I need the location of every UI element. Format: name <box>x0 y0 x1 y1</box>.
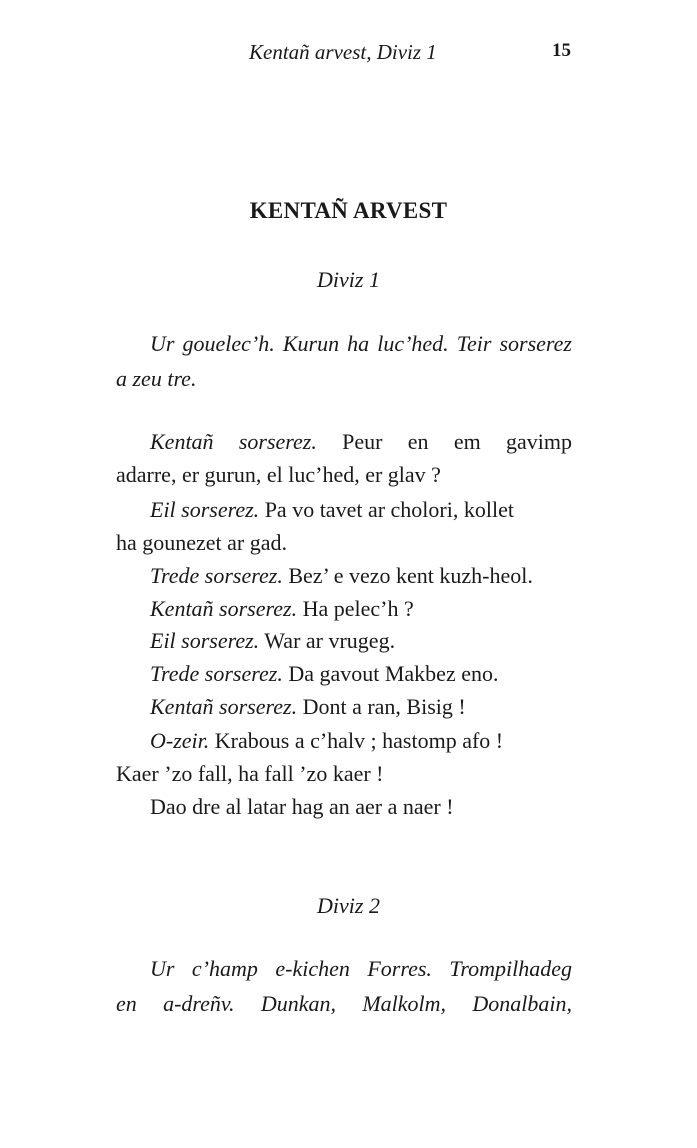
speaker-name: Kentañ sorserez. <box>150 694 298 719</box>
speech-all-witches <box>150 728 503 754</box>
speaker-name: Trede sorserez. <box>150 661 283 686</box>
speech-line: Peur en em gavimp <box>342 429 573 454</box>
scene-1-heading: Diviz 1 <box>317 267 380 292</box>
speech-line: Krabous a c’halv ; hastomp afo ! <box>214 728 504 753</box>
speech-first-witch <box>150 694 466 720</box>
stage-direction-line: Ur c’hamp e-kichen Forres. Trompilhadeg <box>150 956 572 981</box>
stage-direction-line: en a-dreñv. Dunkan, Malkolm, Donalbain, <box>116 991 572 1016</box>
speech-second-witch <box>150 628 395 654</box>
speech-line: Dao dre al latar hag an aer a naer ! <box>150 794 454 819</box>
speech-first-witch <box>150 429 572 455</box>
speech-line: adarre, er gurun, el luc’hed, er glav ? <box>116 462 441 487</box>
scene-2-heading: Diviz 2 <box>317 893 380 918</box>
speaker-name: Kentañ sorserez. <box>150 596 298 621</box>
act-title: KENTAÑ ARVEST <box>249 198 448 223</box>
speaker-name: Eil sorserez. <box>150 497 260 522</box>
speech-line: War ar vrugeg. <box>264 628 396 653</box>
speech-line: Bez’ e vezo kent kuzh-heol. <box>288 563 533 588</box>
stage-direction-line: a zeu tre. <box>116 366 197 391</box>
speech-line: Da gavout Makbez eno. <box>288 661 499 686</box>
page-number: 15 <box>552 40 571 61</box>
speech-second-witch <box>150 497 514 523</box>
speaker-name: Trede sorserez. <box>150 563 283 588</box>
speech-line: ha gounezet ar gad. <box>116 530 288 555</box>
speaker-name: O-zeir. <box>150 728 210 753</box>
speech-third-witch <box>150 661 498 687</box>
speech-line: Kaer ’zo fall, ha fall ’zo kaer ! <box>116 761 384 786</box>
speech-third-witch <box>150 563 533 589</box>
speech-first-witch <box>150 596 414 622</box>
running-head <box>0 40 697 68</box>
stage-direction-line: Ur gouelec’h. Kurun ha luc’hed. Teir sorserez <box>150 331 572 356</box>
speaker-name: Kentañ sorserez. <box>150 429 317 454</box>
speaker-name: Eil sorserez. <box>150 628 260 653</box>
running-title: Kentañ arvest, Diviz 1 <box>249 40 437 64</box>
speech-line: Pa vo tavet ar cholori, kollet <box>264 497 514 522</box>
speech-line: Dont a ran, Bisig ! <box>302 694 466 719</box>
speech-line: Ha pelec’h ? <box>302 596 414 621</box>
